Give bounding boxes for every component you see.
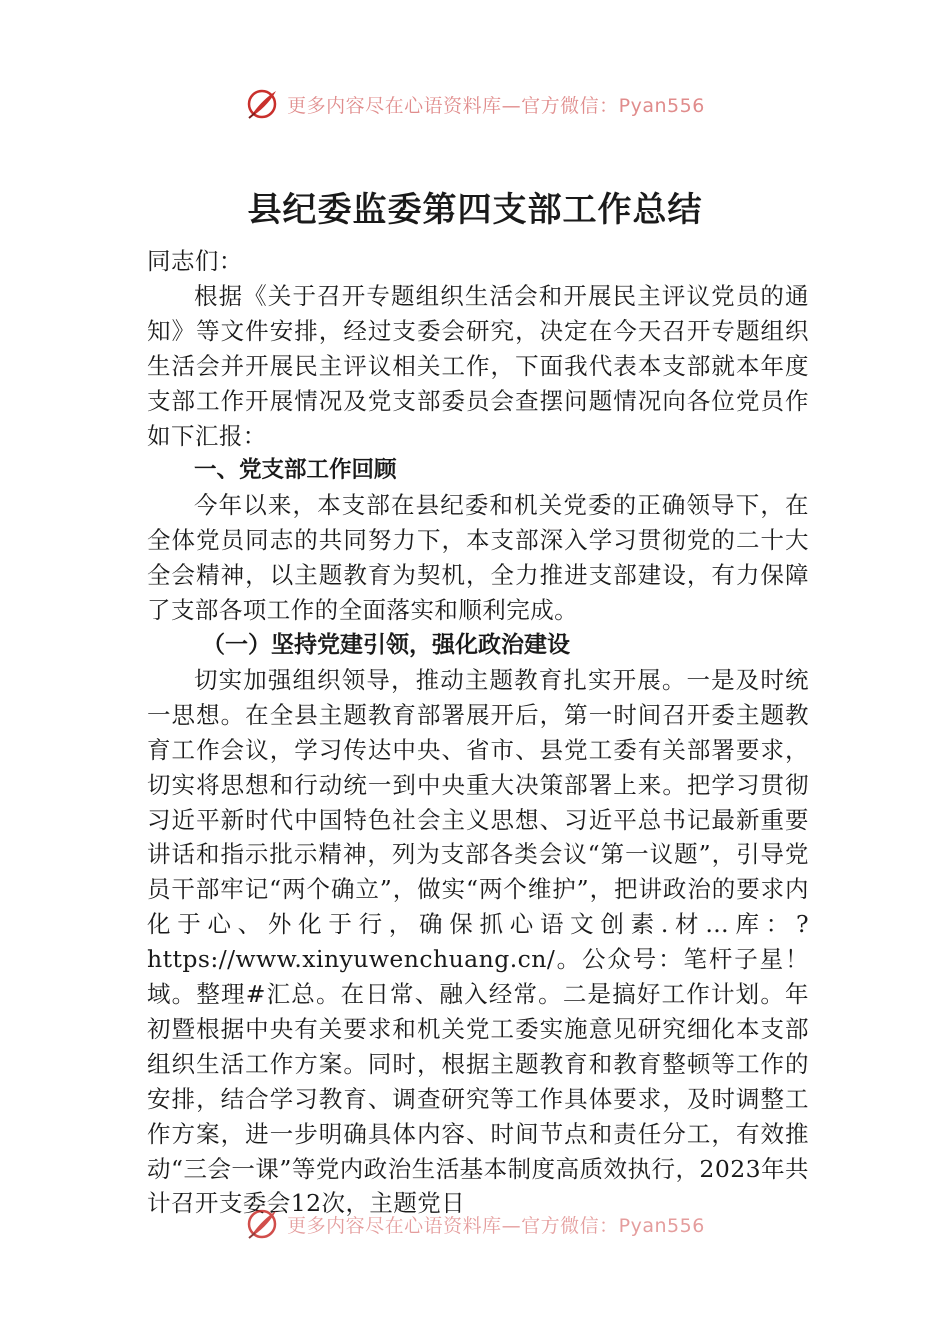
quill-pen-circle-icon — [245, 87, 279, 121]
document-body — [147, 244, 809, 1221]
watermark-text: 更多内容尽在心语资料库—官方微信：Pyan556 — [287, 1214, 705, 1237]
quill-pen-circle-icon — [245, 1207, 279, 1241]
subsection-1-paragraph: 切实加强组织领导，推动主题教育扎实开展。一是及时统一思想。在全县主题教育部署展开后，第一时间召开委主题教育工作会议，学习传达中央、省市、县党工委有关部署要求，切实将思想和行动统一到中央重大决策部署上来。把学习贯彻习近平新时代中国特色社会主义思想、习近平总书记最新重要讲话和指示批示精神，列为支部各类会议“第一议题”，引导党员干部牢记“两个确立”，做实“两个维护”，把讲政治的要求内化于心、外化于行，确保抓心语文创素.材…库：?https://www.xinyuwenchuang.cn/。公众号：笔杆子星！域。整理#汇总。在日常、融入经常。二是搞好工作计划。年初暨根据中央有关要求和机关党工委实施意见研究细化本支部组织生活工作方案。同时，根据主题教育和教育整顿等工作的安排，结合学习教育、调查研究等工作具体要求，及时调整工作方案，进一步明确具体内容、时间节点和责任分工，有效推动“三会一课”等党内政治生活基本制度高质效执行，2023年共计召开支委会12次，主题党日 — [147, 665, 809, 1218]
section-1-paragraph: 今年以来，本支部在县纪委和机关党委的正确领导下，在全体党员同志的共同努力下，本支部深入学习贯彻党的二十大全会精神，以主题教育为契机，全力推进支部建设，有力保障了支部各项工作的全面落实和顺利完成。 — [147, 491, 809, 625]
intro-paragraph: 根据《关于召开专题组织生活会和开展民主评议党员的通知》等文件安排，经过支委会研究，决定在今天召开专题组织生活会并开展民主评议相关工作，下面我代表本支部就本年度支部工作开展情况及党支部委员会查摆问题情况向各位党员作如下汇报： — [147, 281, 809, 450]
subsection-heading-1: （一）坚持党建引领，强化政治建设 — [202, 630, 570, 658]
salutation: 同志们： — [147, 247, 243, 275]
section-heading-1: 一、党支部工作回顾 — [194, 457, 397, 484]
watermark-footer — [0, 1206, 950, 1242]
document-title: 县纪委监委第四支部工作总结 — [247, 190, 703, 230]
watermark-text: 更多内容尽在心语资料库—官方微信：Pyan556 — [287, 94, 705, 117]
watermark-header — [0, 86, 950, 122]
